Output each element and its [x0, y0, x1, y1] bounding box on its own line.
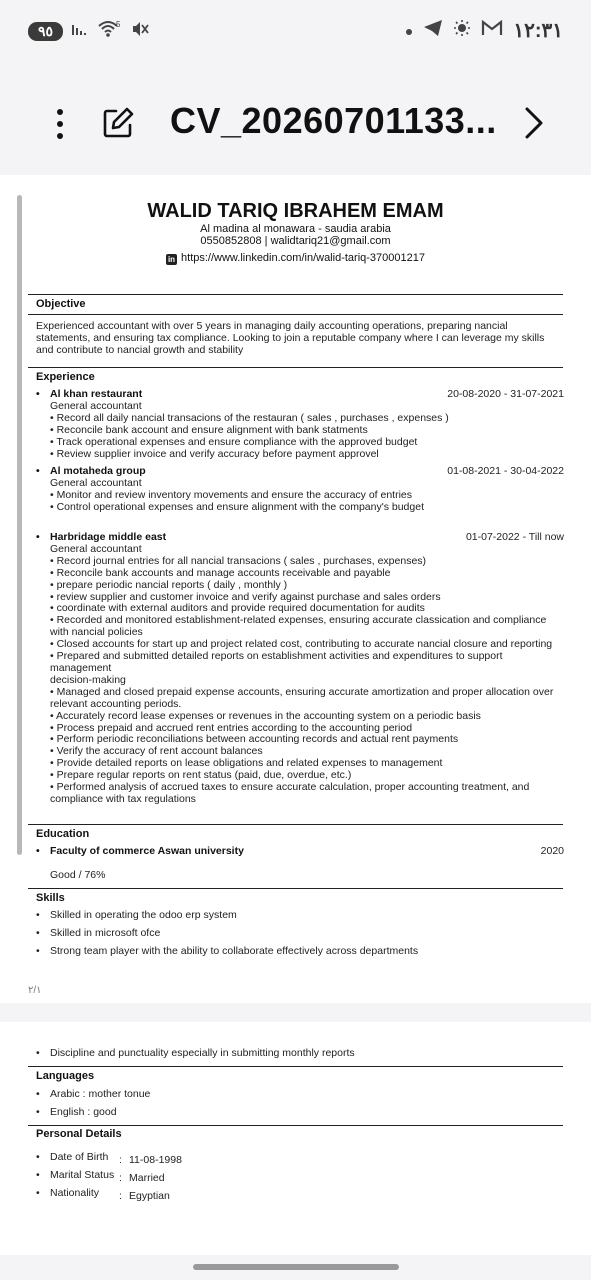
linkedin-url[interactable]: https://www.linkedin.com/in/walid-tariq-370001217 [181, 252, 425, 264]
scrollbar[interactable] [17, 195, 22, 855]
job-role: General accountant [50, 476, 142, 489]
section-title-education: Education [36, 828, 90, 840]
skill-item: • Discipline and punctuality especially in submitting monthly reports [36, 1044, 564, 1062]
job-duty: • Closed accounts for start up and project related cost, contributing to accurate nancial closure and reporting [50, 638, 553, 651]
job-dates: 20-08-2020 - 31-07-2021 [447, 388, 564, 400]
battery-indicator: ٩٥ [28, 22, 63, 41]
job-role: General accountant [50, 399, 142, 412]
personal-detail-label: Date of Birth [50, 1151, 109, 1163]
divider [28, 314, 563, 315]
job-duty: • Prepared and submitted detailed reports on establishment activities and expenditures to support management [50, 650, 503, 674]
linkedin-icon: in [167, 255, 176, 264]
job-entry [36, 532, 564, 806]
job-duty: • Control operational expenses and ensure alignment with the company's budget [50, 500, 424, 513]
skill-item: • Skilled in microsoft ofce [36, 924, 564, 942]
cv-name: WALID TARIQ IBRAHEM EMAM [147, 200, 444, 222]
personal-detail-label: Marital Status [50, 1169, 115, 1181]
clock: ١٢:٣١ [513, 20, 563, 42]
job-duty: • coordinate with external auditors and provide required documentation for audits [50, 602, 425, 615]
document-toolbar [0, 88, 591, 158]
job-duty: • review supplier and customer invoice and verify against purchase and sales orders [50, 590, 441, 603]
divider [28, 888, 563, 889]
job-duty: • Record journal entries for all nancial transacions ( sales , purchases, expenses) [50, 554, 427, 567]
job-duty: • Managed and closed prepaid expense accounts, ensuring accurate amortization and proper allocation over relevant accounting periods. [50, 685, 554, 710]
divider [28, 824, 563, 825]
mute-icon [131, 20, 149, 42]
cv-linkedin[interactable] [0, 252, 591, 265]
signal-icon [71, 21, 89, 41]
cv-contact: 0550852808 | walidtariq21@gmail.com [200, 235, 391, 247]
document-title: CV_20260701133... [170, 100, 497, 141]
section-title-skills: Skills [36, 892, 65, 904]
job-duty: • Perform periodic reconciliations between accounting records and actual rent payments [50, 733, 459, 746]
job-role: General accountant [50, 542, 142, 555]
divider [28, 1066, 563, 1067]
language-item: • Arabic : mother tonue [36, 1085, 564, 1103]
status-left [28, 20, 149, 42]
job-entry [36, 466, 564, 514]
job-duty: • Monitor and review inventory movements and ensure the accuracy of entries [50, 488, 413, 501]
job-duty: • Accurately record lease expenses or revenues in the accounting system on a periodic basis [50, 709, 481, 722]
job-duty: • prepare periodic nancial reports ( daily , monthly ) [50, 578, 288, 591]
telegram-icon [423, 19, 443, 42]
divider [28, 367, 563, 368]
job-duty: • Prepare regular reports on rent status (paid, due, overdue, etc.) [50, 769, 352, 782]
job-dates: 01-08-2021 - 30-04-2022 [447, 465, 564, 477]
document-page-1 [0, 175, 591, 1003]
job-duty: decision-making [50, 673, 126, 686]
job-duty: • Provide detailed reports on lease obligations and related expenses to management [50, 757, 443, 770]
section-title-experience: Experience [36, 371, 95, 383]
education-entry [36, 846, 564, 858]
cv-address: Al madina al monawara - saudia arabia [200, 223, 391, 235]
education-year: 2020 [540, 845, 564, 857]
job-entry [36, 389, 564, 460]
personal-detail-value: 11-08-1998 [129, 1154, 182, 1166]
education-grade: Good / 76% [50, 869, 106, 881]
home-indicator[interactable] [193, 1264, 399, 1270]
job-duty: • Record all daily nancial transacions of the restauran ( sales , purchases , expenses ) [50, 411, 449, 424]
job-duty: • Track operational expenses and ensure compliance with the approved budget [50, 435, 418, 448]
job-duty: • Review supplier invoice and verify accuracy before payment approvel [50, 447, 379, 460]
notification-dot-icon [405, 21, 413, 41]
chevron-right-icon[interactable] [518, 105, 548, 141]
status-right [405, 18, 563, 43]
wifi-badge: 5 [116, 20, 121, 29]
job-dates: 01-07-2022 - Till now [465, 531, 564, 543]
personal-detail-label: Nationality [50, 1187, 100, 1199]
divider [28, 294, 563, 295]
personal-detail-value: Married [129, 1172, 165, 1184]
page-number: ٢/١ [28, 985, 42, 996]
more-options-icon[interactable] [48, 106, 72, 142]
job-duty: • Recorded and monitored establishment-related expenses, ensuring accurate classication and compliance with nancial policies [50, 614, 547, 639]
education-school: Faculty of commerce Aswan university [50, 845, 244, 857]
wifi-icon [97, 20, 123, 42]
job-duty: • Performed analysis of accrued taxes to ensure accurate calculation, proper accounting treatment, and compliance with tax regulations [50, 781, 530, 805]
section-title-languages: Languages [36, 1070, 95, 1082]
skill-item: • Strong team player with the ability to collaborate effectively across departments [36, 942, 564, 960]
job-duty: • Reconcile bank accounts and manage accounts receivable and payable [50, 566, 391, 579]
job-duty: • Verify the accuracy of rent account balances [50, 745, 263, 758]
divider [28, 1125, 563, 1126]
job-duty: • Reconcile bank account and ensure alignment with bank statments [50, 423, 368, 436]
job-company: Al motaheda group [50, 465, 146, 477]
brightness-icon [453, 19, 471, 42]
edit-icon[interactable] [100, 105, 136, 141]
skills-list [36, 906, 564, 960]
objective-text: Experienced accountant with over 5 years in managing daily accounting operations, preparing nancial statements, and ensuring tax compliance. Looking to join a reputable company where I can leverage my skills and contribute to nancial growth and stability [36, 320, 545, 356]
document-page-2: • Discipline and punctuality especially in submitting monthly reports Languages • Arabic : mother tonue • English : good Personal Details • Date of Birth : 11-08-1998 • Marital Status : Married • Nationality : Egyptian [0, 1022, 591, 1255]
skill-item: • Skilled in operating the odoo erp system [36, 906, 564, 924]
job-company: Harbridage middle east [50, 531, 167, 543]
status-bar [0, 0, 591, 60]
job-company: Al khan restaurant [50, 388, 143, 400]
job-duty: • Process prepaid and accrued rent entries according to the accounting period [50, 721, 413, 734]
language-item: • English : good [36, 1103, 564, 1121]
skills-list-continued [36, 1044, 564, 1062]
gmail-icon [481, 20, 503, 41]
languages-list [36, 1085, 564, 1121]
personal-detail-value: Egyptian [129, 1190, 170, 1202]
section-title-objective: Objective [36, 298, 86, 310]
section-title-personal-details: Personal Details [36, 1128, 122, 1140]
